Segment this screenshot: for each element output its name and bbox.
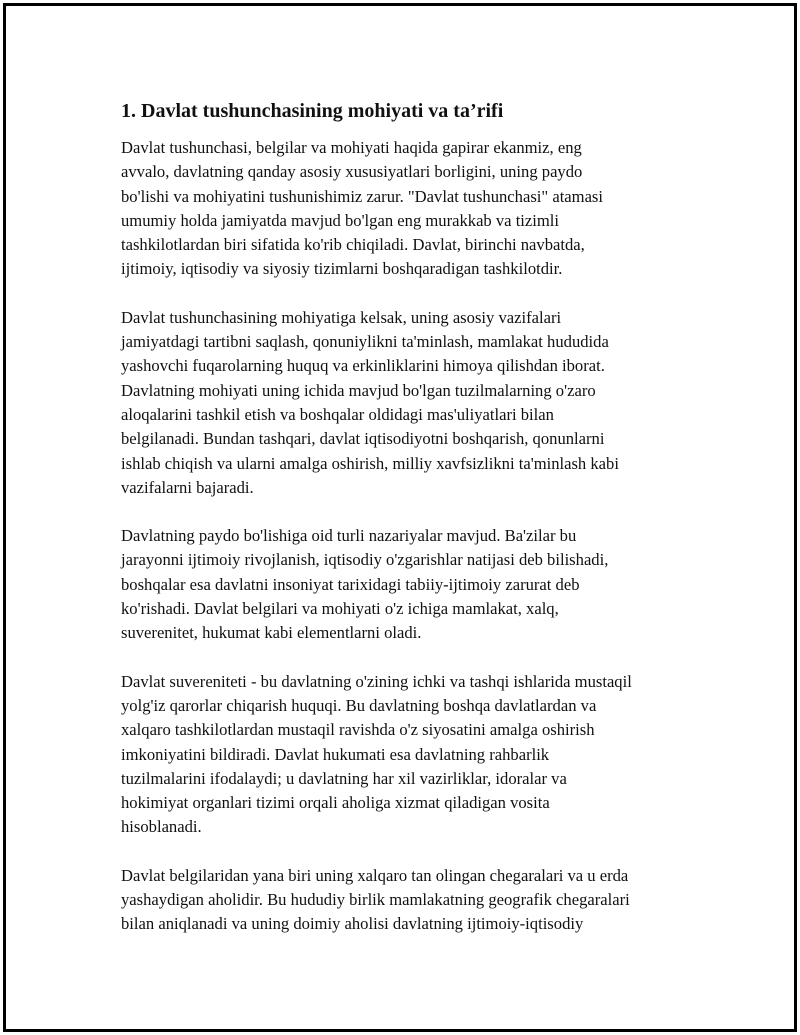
text-line: ishlab chiqish va ularni amalga oshirish, milliy xavfsizlikni ta'minlash kabi bbox=[121, 453, 619, 473]
text-line: Davlatning mohiyati uning ichida mavjud bo'lgan tuzilmalarning o'zaro bbox=[121, 380, 596, 400]
document-body bbox=[121, 98, 711, 961]
body-paragraph bbox=[121, 670, 711, 840]
text-line: yashaydigan aholidir. Bu hududiy birlik mamlakatning geografik chegaralari bbox=[121, 890, 630, 910]
text-line: Davlat tushunchasining mohiyatiga kelsak, uning asosiy vazifalari bbox=[121, 307, 562, 327]
text-line: jamiyatdagi tartibni saqlash, qonuniylikni ta'minlash, mamlakat hududida bbox=[121, 332, 609, 352]
text-line: umumiy holda jamiyatda mavjud bo'lgan eng murakkab va tizimli bbox=[121, 210, 560, 230]
text-line: hisoblanadi. bbox=[121, 817, 202, 837]
text-line: Davlat suvereniteti - bu davlatning o'zining ichki va tashqi ishlarida mustaqil bbox=[121, 671, 632, 691]
text-line: yolg'iz qarorlar chiqarish huquqi. Bu davlatning boshqa davlatlardan va bbox=[121, 695, 597, 715]
text-line: vazifalarni bajaradi. bbox=[121, 477, 254, 497]
section-heading: 1. Davlat tushunchasining mohiyati va ta’rifi bbox=[121, 100, 504, 122]
text-line: suverenitet, hukumat kabi elementlarni oladi. bbox=[121, 623, 422, 643]
text-line: aloqalarini tashkil etish va boshqalar oldidagi mas'uliyatlari bilan bbox=[121, 404, 554, 424]
text-line: bo'lishi va mohiyatini tushunishimiz zarur. "Davlat tushunchasi" atamasi bbox=[121, 186, 604, 206]
text-line: belgilanadi. Bundan tashqari, davlat iqtisodiyotni boshqarish, qonunlarni bbox=[121, 429, 605, 449]
paragraph-list bbox=[121, 136, 711, 937]
text-line: tashkilotlardan biri sifatida ko'rib chiqiladi. Davlat, birinchi navbatda, bbox=[121, 235, 585, 255]
text-line: boshqalar esa davlatni insoniyat tarixidagi tabiiy-ijtimoiy zarurat deb bbox=[121, 574, 580, 594]
text-line: avvalo, davlatning qanday asosiy xususiyatlari borligini, uning paydo bbox=[121, 162, 583, 182]
text-line: Davlatning paydo bo'lishiga oid turli nazariyalar mavjud. Ba'zilar bu bbox=[121, 526, 577, 546]
text-line: Davlat tushunchasi, belgilar va mohiyati haqida gapirar ekanmiz, eng bbox=[121, 138, 582, 157]
text-line: yashovchi fuqarolarning huquq va erkinliklarini himoya qilishdan iborat. bbox=[121, 356, 605, 376]
text-line: jarayonni ijtimoiy rivojlanish, iqtisodiy o'zgarishlar natijasi deb bilishadi, bbox=[121, 550, 609, 570]
text-line: hokimiyat organlari tizimi orqali aholiga xizmat qiladigan vosita bbox=[121, 793, 550, 813]
text-line: bilan aniqlanadi va uning doimiy aholisi davlatning ijtimoiy-iqtisodiy bbox=[121, 914, 584, 934]
body-paragraph bbox=[121, 136, 711, 282]
page-frame bbox=[3, 3, 797, 1032]
text-line: ijtimoiy, iqtisodiy va siyosiy tizimlarni boshqaradigan tashkilotdir. bbox=[121, 259, 563, 279]
text-line: xalqaro tashkilotlardan mustaqil ravishda o'z siyosatini amalga oshirish bbox=[121, 720, 595, 740]
text-line: imkoniyatini bildiradi. Davlat hukumati esa davlatning rahbarlik bbox=[121, 744, 550, 764]
body-paragraph bbox=[121, 524, 711, 645]
text-line: Davlat belgilaridan yana biri uning xalqaro tan olingan chegaralari va u erda bbox=[121, 865, 629, 885]
body-paragraph bbox=[121, 864, 711, 937]
body-paragraph bbox=[121, 306, 711, 500]
text-line: ko'rishadi. Davlat belgilari va mohiyati o'z ichiga mamlakat, xalq, bbox=[121, 599, 559, 619]
text-line: tuzilmalarini ifodalaydi; u davlatning har xil vazirliklar, idoralar va bbox=[121, 768, 567, 788]
